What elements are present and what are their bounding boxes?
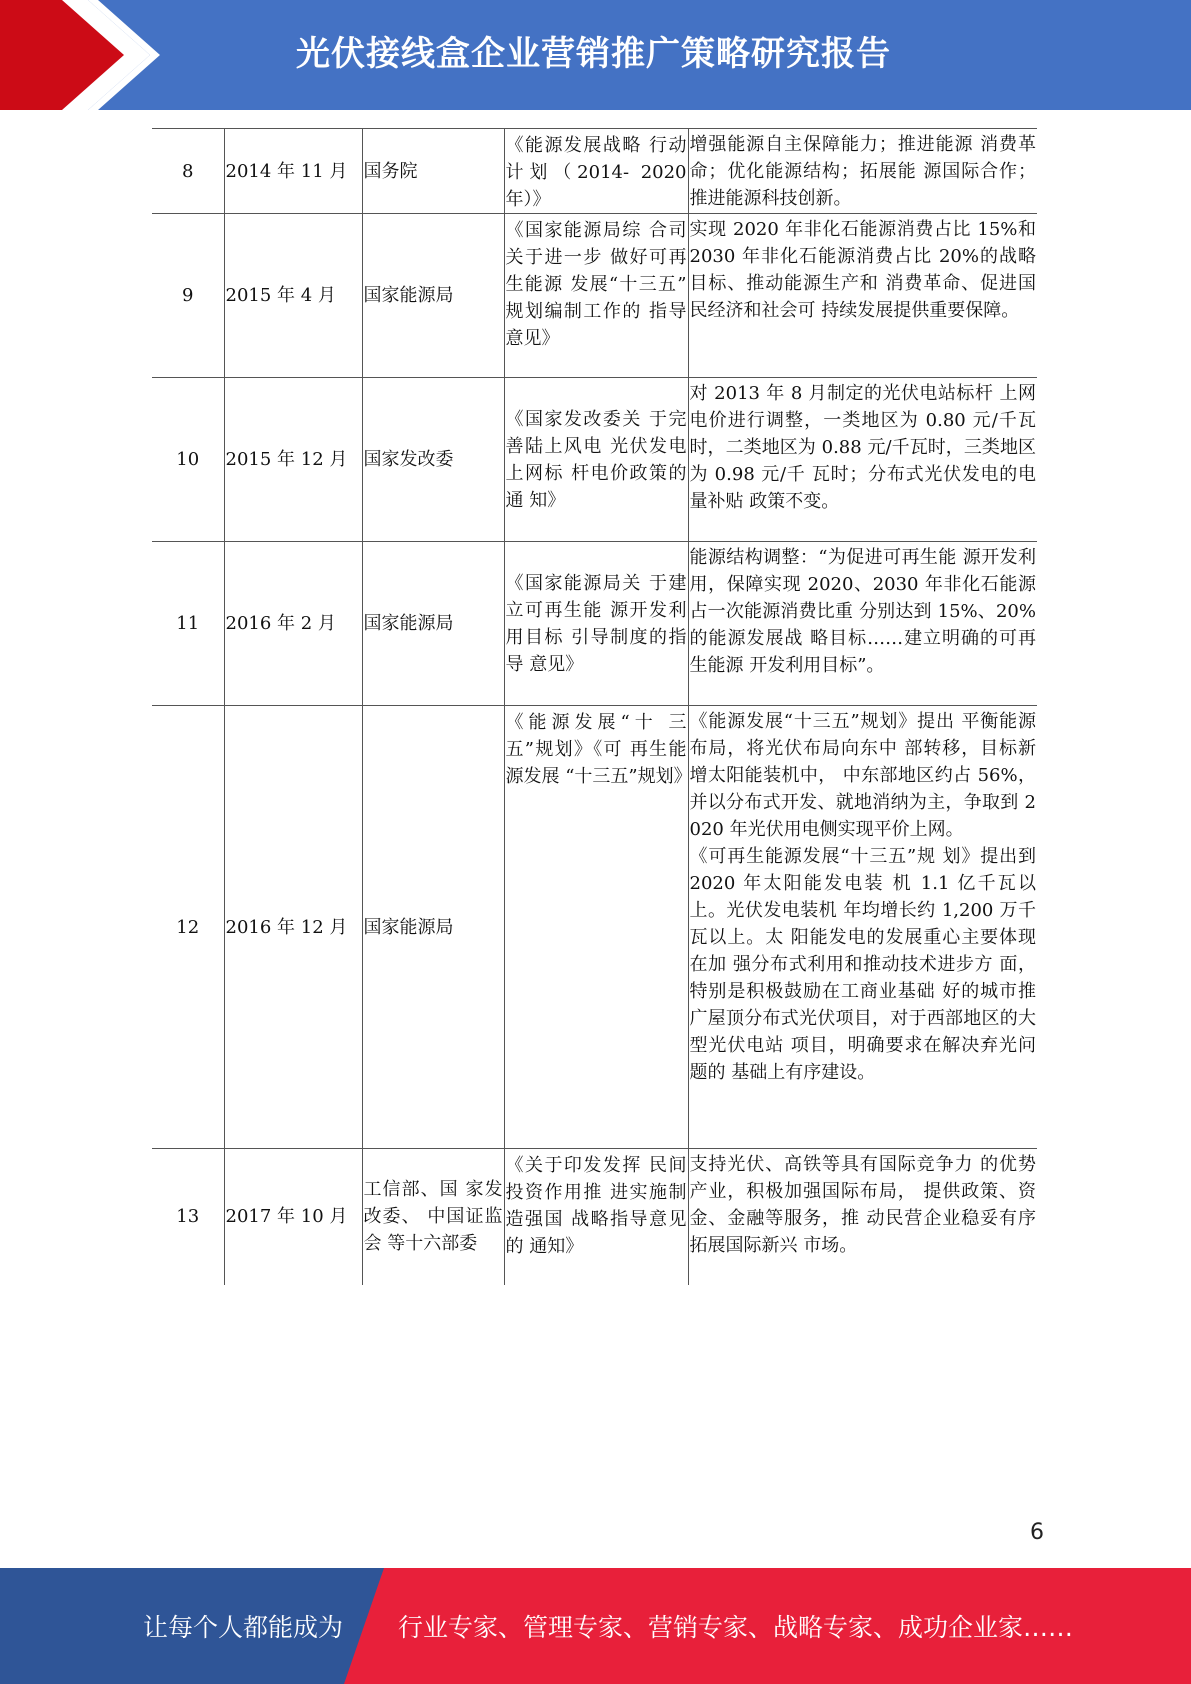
row-agency: 国家能源局 — [362, 706, 504, 1149]
row-agency: 国家能源局 — [362, 214, 504, 378]
row-document: 《国家发改委关 于完善陆上风电 光伏发电上网标 杆电价政策的通 知》 — [504, 378, 688, 542]
row-document: 《能源发展“十 三五”规划》《可 再生能源发展 “十三五”规划》 — [504, 706, 688, 1149]
table-row — [152, 378, 1037, 542]
row-date: 2017 年 10 月 — [224, 1149, 362, 1285]
page-footer — [0, 1568, 1191, 1684]
row-document: 《国家能源局关 于建立可再生能 源开发利用目标 引导制度的指导 意见》 — [504, 542, 688, 706]
row-number: 13 — [152, 1149, 224, 1285]
table-row — [152, 214, 1037, 378]
row-content: 增强能源自主保障能力；推进能源 消费革命；优化能源结构；拓展能 源国际合作；推进能源科技创新。 — [688, 129, 1037, 214]
row-number: 12 — [152, 706, 224, 1149]
row-number: 10 — [152, 378, 224, 542]
row-content: 实现 2020 年非化石能源消费占比 15%和 2030 年非化石能源消费占比 20%的战略目标、推动能源生产和 消费革命、促进国民经济和社会可 持续发展提供重要保障。 — [688, 214, 1037, 378]
row-number: 11 — [152, 542, 224, 706]
row-content: 支持光伏、高铁等具有国际竞争力 的优势产业，积极加强国际布局， 提供政策、资金、金融等服务，推 动民营企业稳妥有序拓展国际新兴 市场。 — [688, 1149, 1037, 1285]
footer-slogan-right: 行业专家、管理专家、营销专家、战略专家、成功企业家…… — [398, 1613, 1074, 1642]
row-agency: 工信部、国 家发改委、 中国证监会 等十六部委 — [362, 1149, 504, 1285]
row-document: 《国家能源局综 合司关于进一步 做好可再生能源 发展“十三五” 规划编制工作的 指导意见》 — [504, 214, 688, 378]
row-number: 9 — [152, 214, 224, 378]
row-number: 8 — [152, 129, 224, 214]
page-number: 6 — [1030, 1520, 1044, 1545]
row-content: 《能源发展“十三五”规划》提出 平衡能源布局，将光伏布局向东中 部转移，目标新增太阳能装机中， 中东部地区约占 56%，并以分布式开发、就地消纳为主，争取到 2020 年光伏用电侧实现平价上网。 《可再生能源发展“十三五”规 划》提出到 2020 年太阳能发电装 机 1.1 亿千瓦以上。光伏发电装机 年均增长约 1,200 万千瓦以上。太 阳能发电的发展重心主要体现在加 强分布式利用和推动技术进步方 面，特别是积极鼓励在工商业基础 好的城市推广屋顶分布式光伏项目，对于西部地区的大型光伏电站 项目，明确要求在解决弃光问题的 基础上有序建设。 — [688, 706, 1037, 1149]
row-document: 《能源发展战略 行动计划（2014- 2020 年）》 — [504, 129, 688, 214]
footer-slogan-left: 让每个人都能成为 — [143, 1613, 344, 1642]
row-agency: 国家发改委 — [362, 378, 504, 542]
row-date: 2016 年 2 月 — [224, 542, 362, 706]
row-date: 2016 年 12 月 — [224, 706, 362, 1149]
row-agency: 国家能源局 — [362, 542, 504, 706]
row-date: 2015 年 4 月 — [224, 214, 362, 378]
row-content: 对 2013 年 8 月制定的光伏电站标杆 上网电价进行调整，一类地区为 0.80 元/千瓦时，二类地区为 0.88 元/千瓦时，三类地区为 0.98 元/千 瓦时；分布式光伏发电的电量补贴 政策不变。 — [688, 378, 1037, 542]
policy-table — [152, 128, 1037, 1285]
row-date: 2014 年 11 月 — [224, 129, 362, 214]
table-row — [152, 129, 1037, 214]
row-document: 《关于印发发挥 民间投资作用推 进实施制造强国 战略指导意见的 通知》 — [504, 1149, 688, 1285]
table-row — [152, 542, 1037, 706]
row-content: 能源结构调整：“为促进可再生能 源开发利用，保障实现 2020、2030 年非化石能源占一次能源消费比重 分别达到 15%、20%的能源发展战 略目标……建立明确的可再生能源 开发利用目标”。 — [688, 542, 1037, 706]
table-row — [152, 1149, 1037, 1285]
row-agency: 国务院 — [362, 129, 504, 214]
page-title: 光伏接线盒企业营销推广策略研究报告 — [296, 34, 891, 74]
table-row — [152, 706, 1037, 1149]
row-date: 2015 年 12 月 — [224, 378, 362, 542]
page-header — [0, 0, 1191, 110]
